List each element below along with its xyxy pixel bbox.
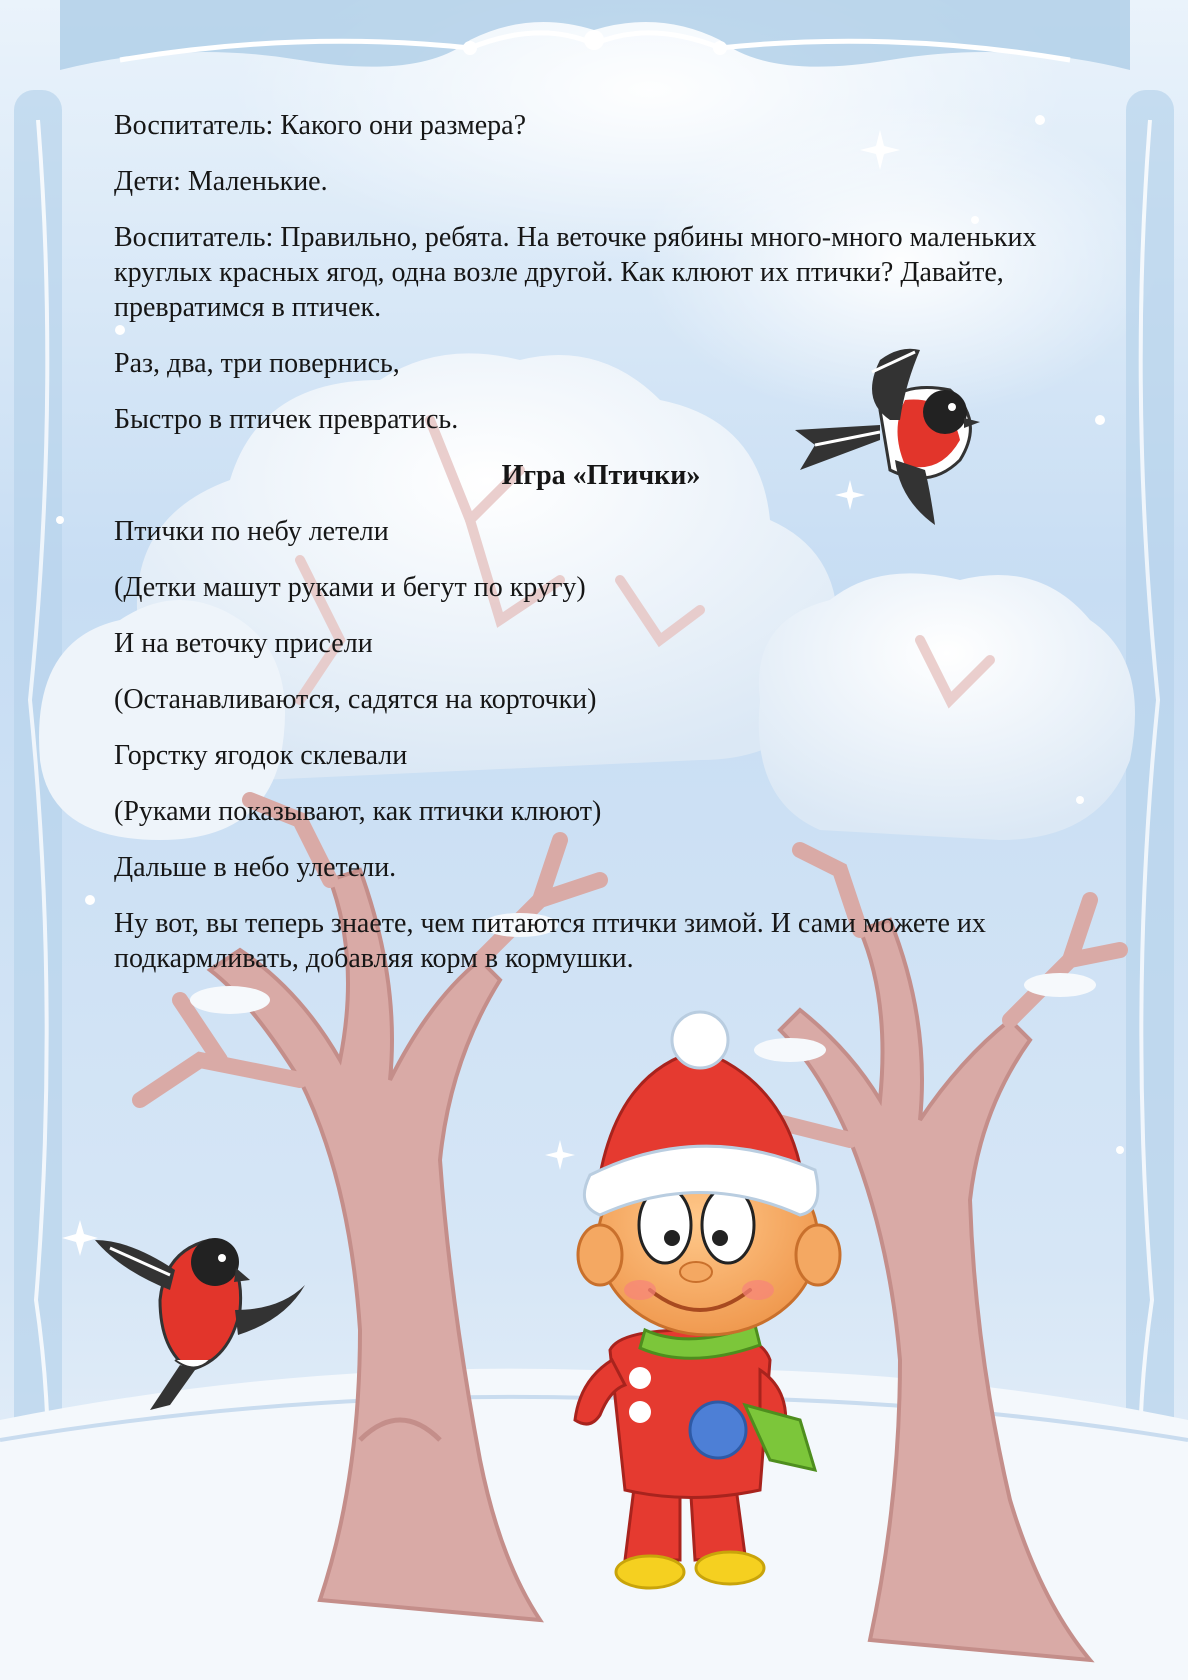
- paragraph: Воспитатель: Какого они размера?: [114, 110, 527, 141]
- closing-paragraph: Ну вот, вы теперь знаете, чем питаются птички зимой. И сами можете их подкармливать, добавляя корм в кормушки.: [114, 908, 986, 974]
- game-line: (Руками показывают, как птички клюют): [114, 796, 602, 827]
- game-line: (Детки машут руками и бегут по кругу): [114, 572, 586, 603]
- paragraph: Раз, два, три повернись,: [114, 348, 400, 379]
- game-line: Дальше в небо улетели.: [114, 852, 397, 883]
- document-text: [114, 108, 1074, 997]
- game-line: Горстку ягодок склевали: [114, 740, 408, 771]
- paragraph: Быстро в птичек превратись.: [114, 404, 459, 435]
- game-line: Птички по небу летели: [114, 516, 389, 547]
- paragraph: Воспитатель: Правильно, ребята. На веточке рябины много-много маленьких круглых красных ягод, одна возле другой. Как клюют их птички? Давайте, превратимся в птичек.: [114, 222, 1037, 323]
- game-line: (Останавливаются, садятся на корточки): [114, 684, 597, 715]
- game-title: Игра «Птички»: [501, 460, 701, 491]
- game-line: И на веточку присели: [114, 628, 373, 659]
- paragraph: Дети: Маленькие.: [114, 166, 328, 197]
